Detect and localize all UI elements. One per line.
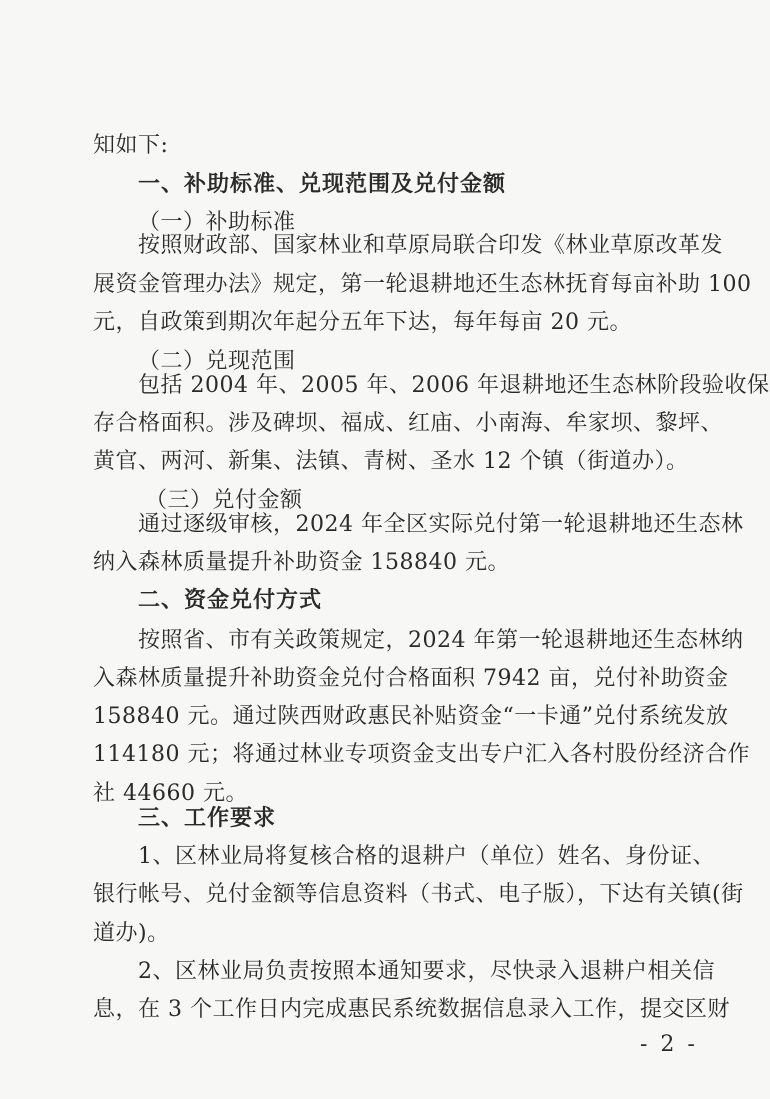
text-line: 通过逐级审核，2024 年全区实际兑付第一轮退耕地还生态林 — [138, 512, 744, 537]
text-line: 158840 元。通过陕西财政惠民补贴资金“一卡通”兑付系统发放 — [93, 704, 729, 729]
text-line: 息，在 3 个工作日内完成惠民系统数据信息录入工作，提交区财 — [93, 997, 730, 1022]
text-line: 按照省、市有关政策规定，2024 年第一轮退耕地还生态林纳 — [138, 628, 744, 653]
text-line: 114180 元；将通过林业专项资金支出专户汇入各村股份经济合作 — [93, 742, 750, 767]
text-line: 2、区林业局负责按照本通知要求，尽快录入退耕户相关信 — [138, 959, 715, 984]
text-line: 道办)。 — [93, 921, 170, 946]
text-line: 存合格面积。涉及碑坝、福成、红庙、小南海、牟家坝、黎坪、 — [93, 411, 724, 436]
subsection-heading: （二）兑现范围 — [138, 349, 296, 374]
text-line: 知如下: — [93, 133, 169, 158]
text-line: 黄官、两河、新集、法镇、青树、圣水 12 个镇（街道办）。 — [93, 449, 689, 474]
text-line: 按照财政部、国家林业和草原局联合印发《林业草原改革发 — [138, 233, 724, 258]
text-line: 包括 2004 年、2005 年、2006 年退耕地还生态林阶段验收保 — [138, 373, 770, 398]
subsection-heading: （一）补助标准 — [138, 210, 296, 235]
text-line: 1、区林业局将复核合格的退耕户（单位）姓名、身份证、 — [138, 844, 715, 869]
text-line: 展资金管理办法》规定，第一轮退耕地还生态林抚育每亩补助 100 — [93, 272, 752, 297]
text-line: 纳入森林质量提升补助资金 158840 元。 — [93, 550, 510, 575]
text-line: 银行帐号、兑付金额等信息资料（书式、电子版），下达有关镇(街 — [93, 882, 744, 907]
text-line: 入森林质量提升补助资金兑付合格面积 7942 亩，兑付补助资金 — [93, 666, 729, 691]
section-heading: 三、工作要求 — [138, 806, 277, 831]
section-heading: 一、补助标准、兑现范围及兑付金额 — [138, 172, 507, 197]
text-line: 元，自政策到期次年起分五年下达，每年每亩 20 元。 — [93, 310, 632, 335]
section-heading: 二、资金兑付方式 — [138, 588, 323, 613]
subsection-heading: （三）兑付金额 — [145, 488, 303, 513]
text-line: 社 44660 元。 — [93, 781, 248, 806]
page-number: - 2 - — [640, 1032, 698, 1057]
